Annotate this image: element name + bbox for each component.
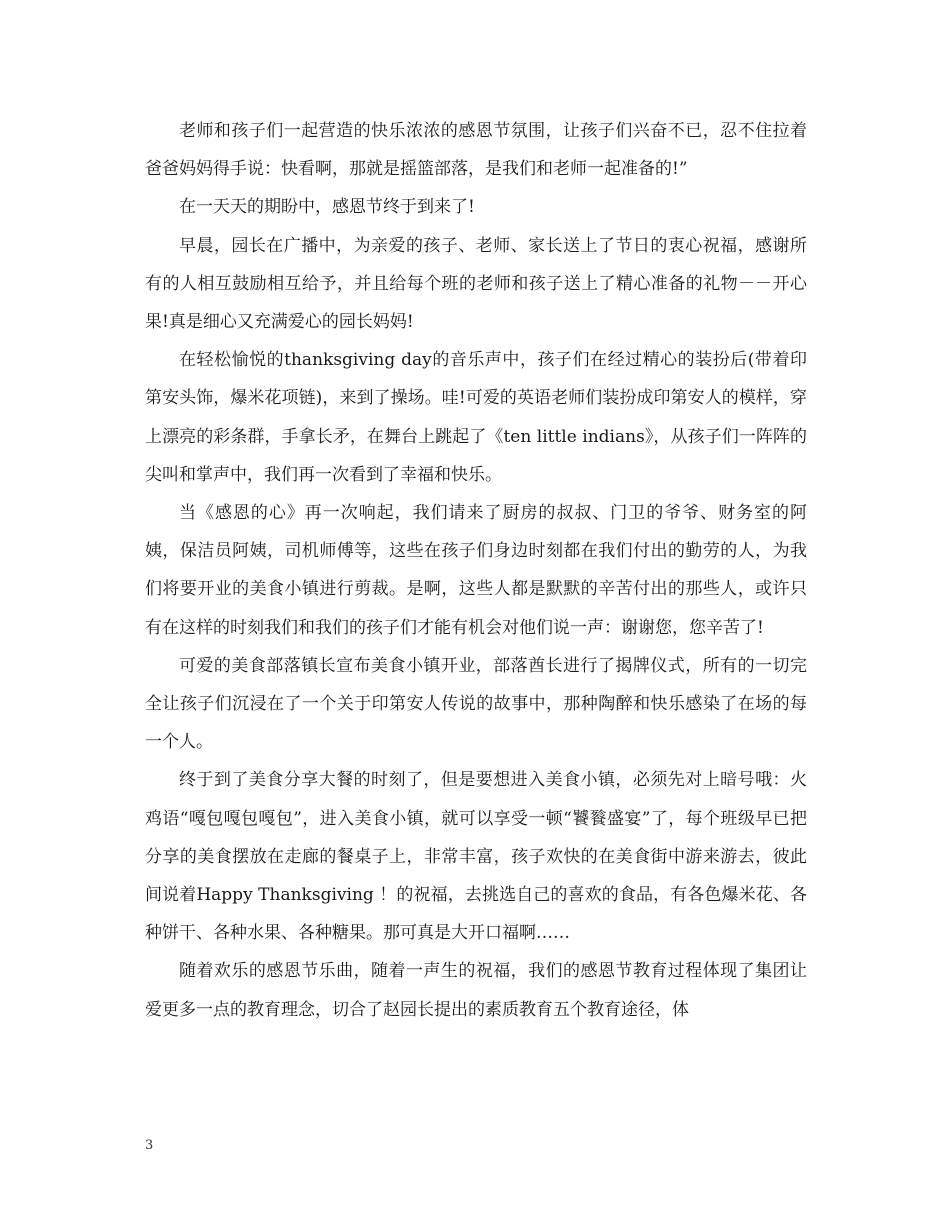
paragraph-8: 随着欢乐的感恩节乐曲，随着一声生的祝福，我们的感恩节教育过程体现了集团让爱更多一点的教育理念，切合了赵园长提出的素质教育五个教育途径，体 (145, 961, 807, 1020)
page-number: 3 (145, 1138, 154, 1153)
document-body (145, 112, 807, 1029)
paragraph-2: 在一天天的期盼中，感恩节终于到来了! (179, 197, 475, 218)
paragraph-7: 终于到了美食分享大餐的时刻了，但是要想进入美食小镇，必须先对上暗号哦：火鸡语“嘎包嘎包嘎包”，进入美食小镇，就可以享受一顿“饕餮盛宴”了，每个班级早已把分享的美食摆放在走廊的餐桌子上，非常丰富，孩子欢快的在美食街中游来游去，彼此间说着Happy Thanksgiving ！的祝福，去挑选自己的喜欢的食品，有各色爆米花、各种饼干、各种水果、各种糖果。那可真是大开口福啊…… (145, 770, 807, 944)
paragraph-1: 老师和孩子们一起营造的快乐浓浓的感恩节氛围，让孩子们兴奋不已，忍不住拉着爸爸妈妈得手说：快看啊，那就是摇篮部落，是我们和老师一起准备的!” (145, 121, 807, 180)
paragraph-6: 可爱的美食部落镇长宣布美食小镇开业，部落酋长进行了揭牌仪式，所有的一切完全让孩子们沉浸在了一个关于印第安人传说的故事中，那种陶醉和快乐感染了在场的每一个人。 (145, 655, 807, 753)
paragraph-4: 在轻松愉悦的thanksgiving day的音乐声中，孩子们在经过精心的装扮后(带着印第安头饰，爆米花项链)，来到了操场。哇!可爱的英语老师们装扮成印第安人的模样，穿上漂亮的彩条群，手拿长矛，在舞台上跳起了《ten little indians》，从孩子们一阵阵的尖叫和掌声中，我们再一次看到了幸福和快乐。 (145, 350, 807, 485)
paragraph-5: 当《感恩的心》再一次响起，我们请来了厨房的叔叔、门卫的爷爷、财务室的阿姨，保洁员阿姨，司机师傅等，这些在孩子们身边时刻都在我们付出的勤劳的人，为我们将要开业的美食小镇进行剪裁。是啊，这些人都是默默的辛苦付出的那些人，或许只有在这样的时刻我们和我们的孩子们才能有机会对他们说一声：谢谢您，您辛苦了! (145, 503, 807, 638)
paragraph-3: 早晨，园长在广播中，为亲爱的孩子、老师、家长送上了节日的衷心祝福，感谢所有的人相互鼓励相互给予，并且给每个班的老师和孩子送上了精心准备的礼物－－开心果!真是细心又充满爱心的园长妈妈! (145, 235, 807, 333)
